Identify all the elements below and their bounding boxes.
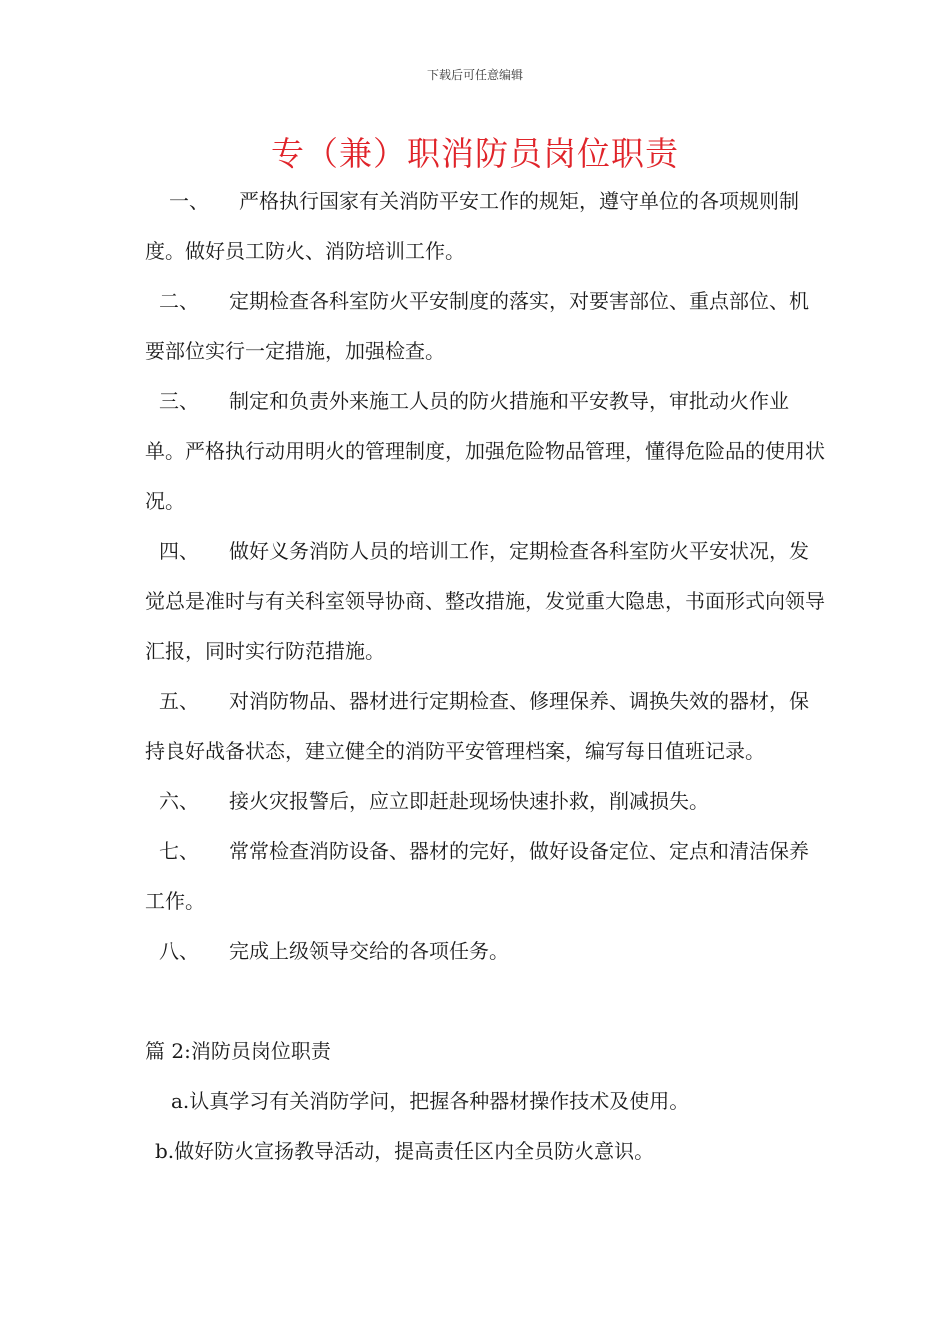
list-item <box>145 276 825 376</box>
item-text: 对消防物品、器材进行定期检查、修理保养、调换失效的器材，保持良好战备状态，建立健全的消防平安管理档案，编写每日值班记录。 <box>145 689 809 763</box>
item-number: 三、 <box>159 389 199 413</box>
item-number: 六、 <box>159 789 199 813</box>
item-number: 五、 <box>159 689 199 713</box>
list-item <box>145 926 825 976</box>
list-item <box>145 176 825 276</box>
list-item <box>145 826 825 926</box>
item-text: 接火灾报警后，应立即赶赴现场快速扑救，削减损失。 <box>229 789 709 813</box>
header-note: 下载后可任意编辑 <box>426 68 523 82</box>
item-text: 制定和负责外来施工人员的防火措施和平安教导，审批动火作业单。严格执行动用明火的管理制度，加强危险物品管理，懂得危险品的使用状况。 <box>145 389 825 513</box>
sub-list-item: b.做好防火宣扬教导活动，提高责任区内全员防火意识。 <box>155 1139 655 1163</box>
item-text: 严格执行国家有关消防平安工作的规矩，遵守单位的各项规则制度。做好员工防火、消防培训工作。 <box>145 189 799 263</box>
item-number: 一、 <box>169 189 209 213</box>
document-body <box>145 176 825 1176</box>
sub-list-item: a.认真学习有关消防学问，把握各种器材操作技术及使用。 <box>171 1089 690 1113</box>
item-number: 四、 <box>159 539 199 563</box>
list-item <box>145 376 825 526</box>
item-number: 八、 <box>159 939 199 963</box>
list-item <box>145 676 825 776</box>
item-text: 常常检查消防设备、器材的完好，做好设备定位、定点和清洁保养工作。 <box>145 839 809 913</box>
section-heading: 篇 2:消防员岗位职责 <box>145 1039 331 1063</box>
list-item <box>145 776 825 826</box>
item-number: 二、 <box>159 289 199 313</box>
item-text: 定期检查各科室防火平安制度的落实，对要害部位、重点部位、机要部位实行一定措施，加强检查。 <box>145 289 809 363</box>
item-number: 七、 <box>159 839 199 863</box>
item-text: 做好义务消防人员的培训工作，定期检查各科室防火平安状况，发觉总是准时与有关科室领导协商、整改措施，发觉重大隐患，书面形式向领导汇报，同时实行防范措施。 <box>145 539 825 663</box>
document-title: 专（兼）职消防员岗位职责 <box>271 134 679 173</box>
item-text: 完成上级领导交给的各项任务。 <box>229 939 509 963</box>
section-spacer <box>145 976 825 1026</box>
list-item <box>145 526 825 676</box>
